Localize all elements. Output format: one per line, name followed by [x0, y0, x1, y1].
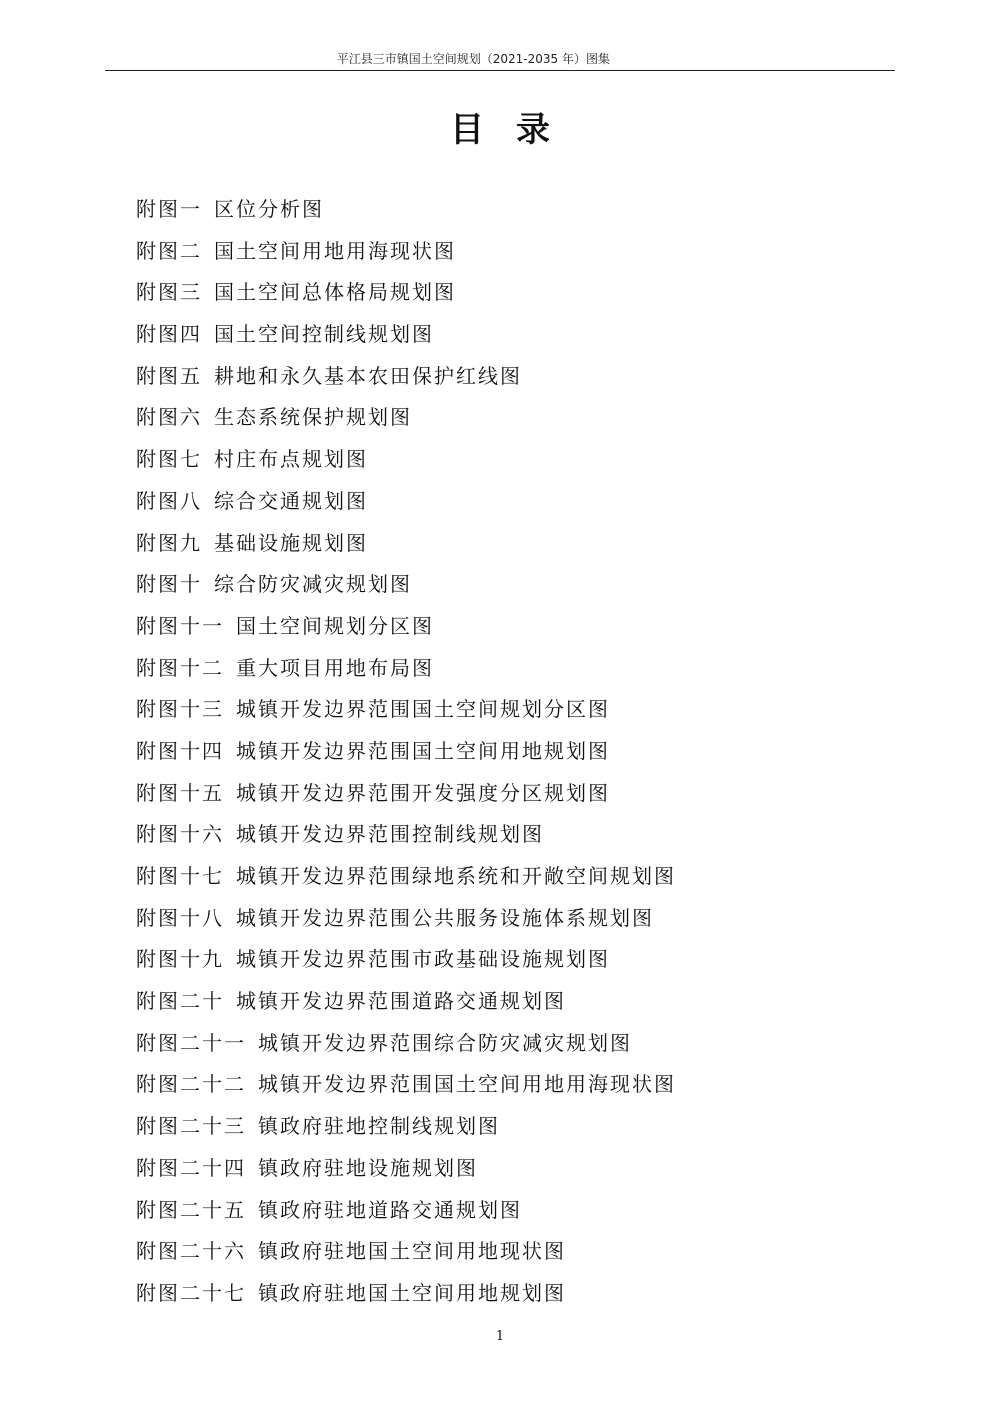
toc-entry-title: 国土空间用地用海现状图: [214, 238, 456, 263]
toc-entry: [136, 1279, 676, 1321]
toc-entry-label: 附图二十五: [136, 1197, 246, 1222]
toc-entry: [136, 1237, 676, 1279]
toc-entry-label: 附图二十二: [136, 1072, 246, 1097]
toc-entry-label: 附图十四: [136, 738, 224, 763]
toc-entry-title: 区位分析图: [214, 197, 324, 221]
toc-entry-label: 附图七: [136, 447, 202, 472]
toc-entry-label: 附图十九: [136, 947, 224, 972]
toc-entry: [136, 987, 676, 1029]
toc-entry-label: 附图十七: [136, 864, 224, 888]
toc-entry-title: 村庄布点规划图: [214, 447, 368, 472]
toc-entry-title: 城镇开发边界范围综合防灾减灾规划图: [258, 1030, 632, 1055]
toc-entry: [136, 1196, 676, 1238]
toc-entry-title: 综合交通规划图: [214, 488, 368, 513]
toc-entry-label: 附图十: [136, 572, 202, 597]
toc-entry-label: 附图二十七: [136, 1280, 246, 1305]
toc-entry: [136, 779, 676, 821]
toc-entry-label: 附图二十四: [136, 1155, 246, 1180]
toc-entry-label: 附图六: [136, 405, 202, 430]
page-header: [105, 50, 895, 71]
toc-entry: [136, 570, 676, 612]
toc-entry-label: 附图一: [136, 197, 202, 221]
toc-entry-label: 附图二十六: [136, 1239, 246, 1264]
toc-entry: [136, 820, 676, 862]
toc-entry-title: 基础设施规划图: [214, 530, 368, 555]
page-number: 1: [495, 1329, 505, 1344]
toc-entry-title: 镇政府驻地控制线规划图: [258, 1114, 500, 1139]
toc-entry: [136, 362, 676, 404]
toc-entry-label: 附图九: [136, 530, 202, 555]
toc-entry-label: 附图二十: [136, 989, 224, 1014]
toc-entry-title: 国土空间规划分区图: [236, 613, 434, 638]
toc-entry-title: 城镇开发边界范围道路交通规划图: [236, 989, 566, 1014]
toc-entry: [136, 320, 676, 362]
toc-entry: [136, 195, 676, 237]
toc-entry-label: 附图十三: [136, 697, 224, 722]
toc-entry-title: 城镇开发边界范围国土空间用地规划图: [236, 738, 610, 763]
toc-entry-title: 城镇开发边界范围控制线规划图: [236, 822, 544, 847]
toc-entry-title: 镇政府驻地设施规划图: [258, 1155, 478, 1180]
toc-entry-label: 附图四: [136, 322, 202, 347]
toc-entry-label: 附图十六: [136, 822, 224, 847]
toc-entry-label: 附图二十一: [136, 1030, 246, 1055]
toc-entry-title: 城镇开发边界范围国土空间规划分区图: [236, 697, 610, 722]
toc-entry: [136, 1070, 676, 1112]
toc-entry: [136, 1029, 676, 1071]
page-title: 目录: [450, 110, 582, 150]
toc-entry-title: 城镇开发边界范围国土空间用地用海现状图: [258, 1072, 676, 1097]
toc-entry-title: 耕地和永久基本农田保护红线图: [214, 363, 522, 388]
toc-entry-label: 附图十一: [136, 613, 224, 638]
toc-entry: [136, 1154, 676, 1196]
toc-entry-label: 附图二十三: [136, 1114, 246, 1139]
toc-entry: [136, 904, 676, 946]
toc-entry: [136, 487, 676, 529]
toc-entry-label: 附图二: [136, 238, 202, 263]
toc-entry: [136, 445, 676, 487]
toc-entry-label: 附图五: [136, 363, 202, 388]
toc-entry-title: 镇政府驻地国土空间用地规划图: [258, 1280, 566, 1305]
toc-entry: [136, 1112, 676, 1154]
toc-entry-title: 生态系统保护规划图: [214, 405, 412, 430]
toc-entry: [136, 862, 676, 904]
toc-entry-label: 附图十二: [136, 655, 224, 680]
toc-entry-title: 城镇开发边界范围绿地系统和开敞空间规划图: [236, 864, 676, 888]
toc-entry-title: 国土空间控制线规划图: [214, 322, 434, 347]
toc-entry: [136, 737, 676, 779]
toc-entry-title: 镇政府驻地国土空间用地现状图: [258, 1239, 566, 1264]
toc-entry-label: 附图三: [136, 280, 202, 305]
toc-entry-title: 综合防灾减灾规划图: [214, 572, 412, 597]
toc-entry: [136, 612, 676, 654]
toc-entry-title: 国土空间总体格局规划图: [214, 280, 456, 305]
toc-entry-title: 重大项目用地布局图: [236, 655, 434, 680]
toc-entry-title: 镇政府驻地道路交通规划图: [258, 1197, 522, 1222]
toc-entry: [136, 529, 676, 571]
toc-entry: [136, 654, 676, 696]
toc-entry-label: 附图十八: [136, 905, 224, 930]
toc-entry: [136, 278, 676, 320]
toc-entry: [136, 695, 676, 737]
toc-entry-label: 附图十五: [136, 780, 224, 805]
table-of-contents: [136, 195, 676, 1321]
toc-entry-title: 城镇开发边界范围市政基础设施规划图: [236, 947, 610, 972]
toc-entry: [136, 945, 676, 987]
toc-entry-title: 城镇开发边界范围开发强度分区规划图: [236, 780, 610, 805]
toc-entry-label: 附图八: [136, 488, 202, 513]
header-text: 平江县三市镇国土空间规划（2021-2035 年）图集: [336, 52, 610, 66]
toc-entry-title: 城镇开发边界范围公共服务设施体系规划图: [236, 905, 654, 930]
toc-entry: [136, 403, 676, 445]
toc-entry: [136, 237, 676, 279]
